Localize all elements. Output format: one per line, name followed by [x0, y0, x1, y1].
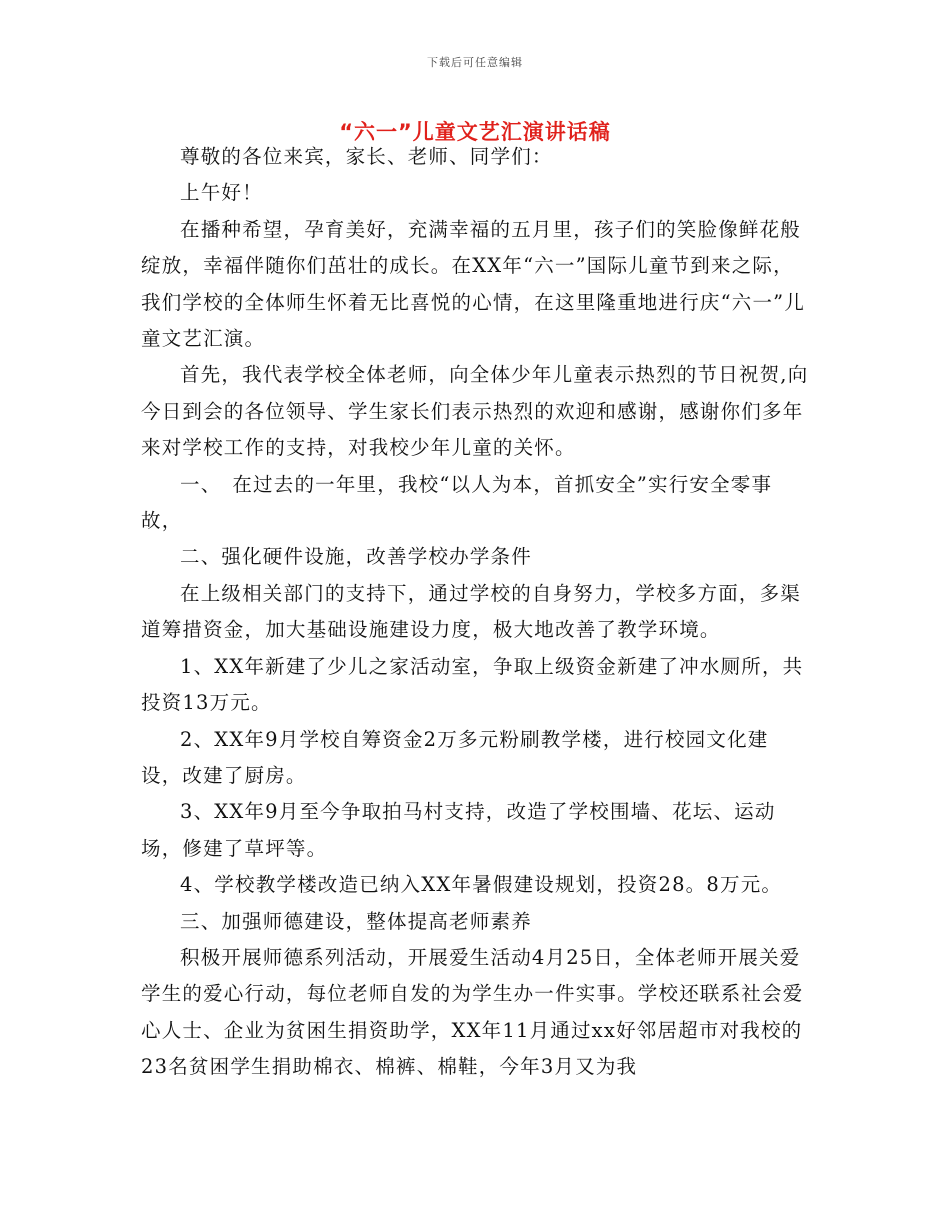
- paragraph-section-two-body: 在上级相关部门的支持下，通过学校的自身努力，学校多方面，多渠道筹措资金，加大基础设施建设力度，极大地改善了教学环境。: [141, 581, 802, 642]
- paragraph-section-three-body: 积极开展师德系列活动，开展爱生活动4月25日，全体老师开展关爱学生的爱心行动，每位老师自发的为学生办一件实事。学校还联系社会爱心人士、企业为贫困生捐资助学，XX年11月通过xx好邻居超市对我校的23名贫困学生捐助棉衣、棉裤、棉鞋，今年3月又为我: [141, 945, 804, 1079]
- paragraph-item-2: 2、XX年9月学校自筹资金2万多元粉刷教学楼，进行校园文化建设，改建了厨房。: [141, 727, 769, 787]
- paragraph-item-3: 3、XX年9月至今争取拍马村支持，改造了学校围墙、花坛、运动场，修建了草坪等。: [141, 800, 776, 860]
- paragraph-section-one: 一、 在过去的一年里，我校“以人为本，首抓安全”实行安全零事故，: [141, 472, 773, 533]
- paragraph-intro: 在播种希望，孕育美好，充满幸福的五月里，孩子们的笑脸像鲜花般绽放，幸福伴随你们茁壮的成长。在XX年“六一”国际儿童节到来之际，我们学校的全体师生怀着无比喜悦的心情，在这里隆重地进行庆“六一”儿童文艺汇演。: [141, 217, 806, 351]
- paragraph-item-4: 4、学校教学楼改造已纳入XX年暑假建设规划，投资28。8万元。: [180, 873, 783, 897]
- paragraph-thanks: 首先，我代表学校全体老师，向全体少年儿童表示热烈的节日祝贺,向今日到会的各位领导、学生家长们表示热烈的欢迎和感谢，感谢你们多年来对学校工作的支持，对我校少年儿童的关怀。: [141, 363, 809, 460]
- document-body: [141, 139, 809, 1086]
- paragraph-section-three-heading: 三、加强师德建设，整体提高老师素养: [180, 909, 532, 933]
- paragraph-salutation: 尊敬的各位来宾，家长、老师、同学们：: [180, 145, 553, 168]
- document-title: “六一”儿童文艺汇演讲话稿: [339, 120, 611, 144]
- header-note: 下载后可任意编辑: [427, 56, 523, 69]
- paragraph-section-two-heading: 二、强化硬件设施，改善学校办学条件: [180, 545, 532, 569]
- paragraph-greeting: 上午好！: [180, 181, 263, 205]
- paragraph-item-1: 1、XX年新建了少儿之家活动室，争取上级资金新建了冲水厕所，共投资13万元。: [141, 654, 804, 715]
